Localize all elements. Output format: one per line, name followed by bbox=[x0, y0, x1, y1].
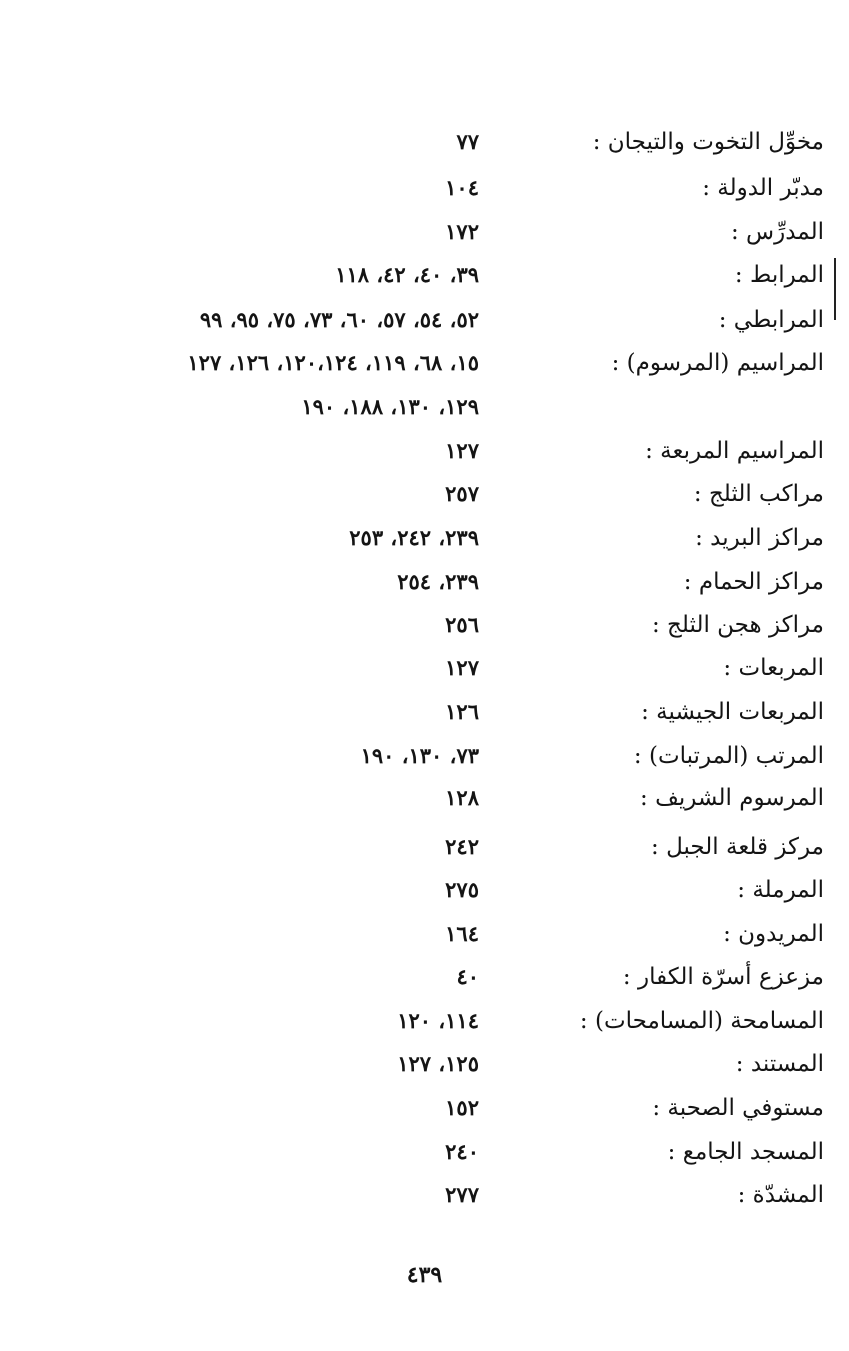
index-pages: ٢٣٩، ٢٥٤ bbox=[397, 569, 479, 594]
index-pages: ١٥٢ bbox=[445, 1095, 479, 1120]
index-pages: ٢٥٧ bbox=[445, 481, 479, 506]
index-entry bbox=[0, 298, 849, 342]
index-entry bbox=[0, 734, 849, 778]
index-pages: ٢٤٠ bbox=[445, 1139, 479, 1164]
index-term: المرتب (المرتبات) : bbox=[633, 743, 824, 769]
index-pages: ١٢٨ bbox=[445, 785, 479, 810]
index-pages: ٧٧ bbox=[456, 129, 479, 154]
index-term: مركز قلعة الجبل : bbox=[651, 834, 824, 860]
index-term: المرابط : bbox=[734, 262, 824, 288]
index-term: المرابطي : bbox=[718, 307, 824, 333]
index-term: مخوِّل التخوت والتيجان : bbox=[592, 129, 824, 155]
index-pages: ١٢٥، ١٢٧ bbox=[397, 1051, 479, 1076]
index-pages: ١٠٤ bbox=[445, 175, 479, 200]
index-entry bbox=[0, 603, 849, 647]
index-term: المراسيم المربعة : bbox=[645, 438, 824, 464]
index-entry bbox=[0, 341, 849, 385]
index-term: مراكز هجن الثلج : bbox=[651, 612, 824, 638]
index-pages: ٢٧٧ bbox=[445, 1182, 479, 1207]
index-entry bbox=[0, 1173, 849, 1217]
index-term: المدرِّس : bbox=[730, 219, 824, 245]
index-pages: ١١٤، ١٢٠ bbox=[397, 1008, 479, 1033]
index-entry bbox=[0, 1042, 849, 1086]
index-term: مراكز الحمام : bbox=[683, 569, 824, 595]
index-entry bbox=[0, 516, 849, 560]
index-pages: ٢٧٥ bbox=[445, 877, 479, 902]
index-entry bbox=[0, 999, 849, 1043]
index-pages: ٢٣٩، ٢٤٢، ٢٥٣ bbox=[349, 525, 479, 550]
index-pages: ١٢٧ bbox=[445, 655, 479, 680]
margin-mark bbox=[834, 258, 836, 320]
index-pages: ٢٤٢ bbox=[445, 834, 479, 859]
index-entry bbox=[0, 210, 849, 254]
index-entry bbox=[0, 1130, 849, 1174]
index-entry bbox=[0, 912, 849, 956]
index-entry bbox=[0, 166, 849, 210]
index-pages: ١٢٦ bbox=[445, 699, 479, 724]
index-entry bbox=[0, 955, 849, 999]
index-term: المربعات الجيشية : bbox=[641, 699, 824, 725]
index-entry bbox=[0, 429, 849, 473]
index-term: المشدّة : bbox=[737, 1182, 824, 1208]
page-number: ٤٣٩ bbox=[406, 1262, 443, 1288]
index-term: المريدون : bbox=[723, 921, 824, 947]
index-pages: ١٦٤ bbox=[445, 921, 479, 946]
index-term: المرملة : bbox=[737, 877, 824, 903]
index-term: المربعات : bbox=[723, 655, 824, 681]
index-entry bbox=[0, 825, 849, 869]
index-entry bbox=[0, 253, 849, 297]
index-entry-continuation bbox=[0, 385, 849, 429]
index-pages: ٥٢، ٥٤، ٥٧، ٦٠، ٧٣، ٧٥، ٩٥، ٩٩ bbox=[199, 307, 479, 332]
index-entry bbox=[0, 560, 849, 604]
index-term: المسجد الجامع : bbox=[667, 1139, 824, 1165]
index-term: المرسوم الشريف : bbox=[640, 785, 824, 811]
index-pages: ١٢٧ bbox=[445, 438, 479, 463]
index-pages: ١٥، ٦٨، ١١٩، ١٢٠،١٢٤، ١٢٦، ١٢٧ bbox=[187, 350, 479, 375]
index-pages: ١٢٩، ١٣٠، ١٨٨، ١٩٠ bbox=[301, 394, 479, 419]
index-entry bbox=[0, 776, 849, 820]
index-entry bbox=[0, 868, 849, 912]
index-pages: ٧٣، ١٣٠، ١٩٠ bbox=[360, 743, 479, 768]
index-pages: ٢٥٦ bbox=[445, 612, 479, 637]
index-entry bbox=[0, 690, 849, 734]
index-pages: ١٧٢ bbox=[445, 219, 479, 244]
index-entry bbox=[0, 120, 849, 164]
index-term: مزعزع أسرّة الكفار : bbox=[622, 964, 824, 990]
index-term: المراسيم (المرسوم) : bbox=[611, 350, 824, 376]
index-entry bbox=[0, 472, 849, 516]
index-entry bbox=[0, 646, 849, 690]
index-term: مدبّر الدولة : bbox=[702, 175, 824, 201]
index-entry bbox=[0, 1086, 849, 1130]
index-term: المستند : bbox=[735, 1051, 824, 1077]
index-term: مستوفي الصحبة : bbox=[652, 1095, 824, 1121]
index-pages: ٤٠ bbox=[456, 964, 479, 989]
index-term: المسامحة (المسامحات) : bbox=[579, 1008, 824, 1034]
index-term: مراكب الثلج : bbox=[693, 481, 824, 507]
index-pages: ٣٩، ٤٠، ٤٢، ١١٨ bbox=[335, 262, 479, 287]
index-term: مراكز البريد : bbox=[695, 525, 824, 551]
